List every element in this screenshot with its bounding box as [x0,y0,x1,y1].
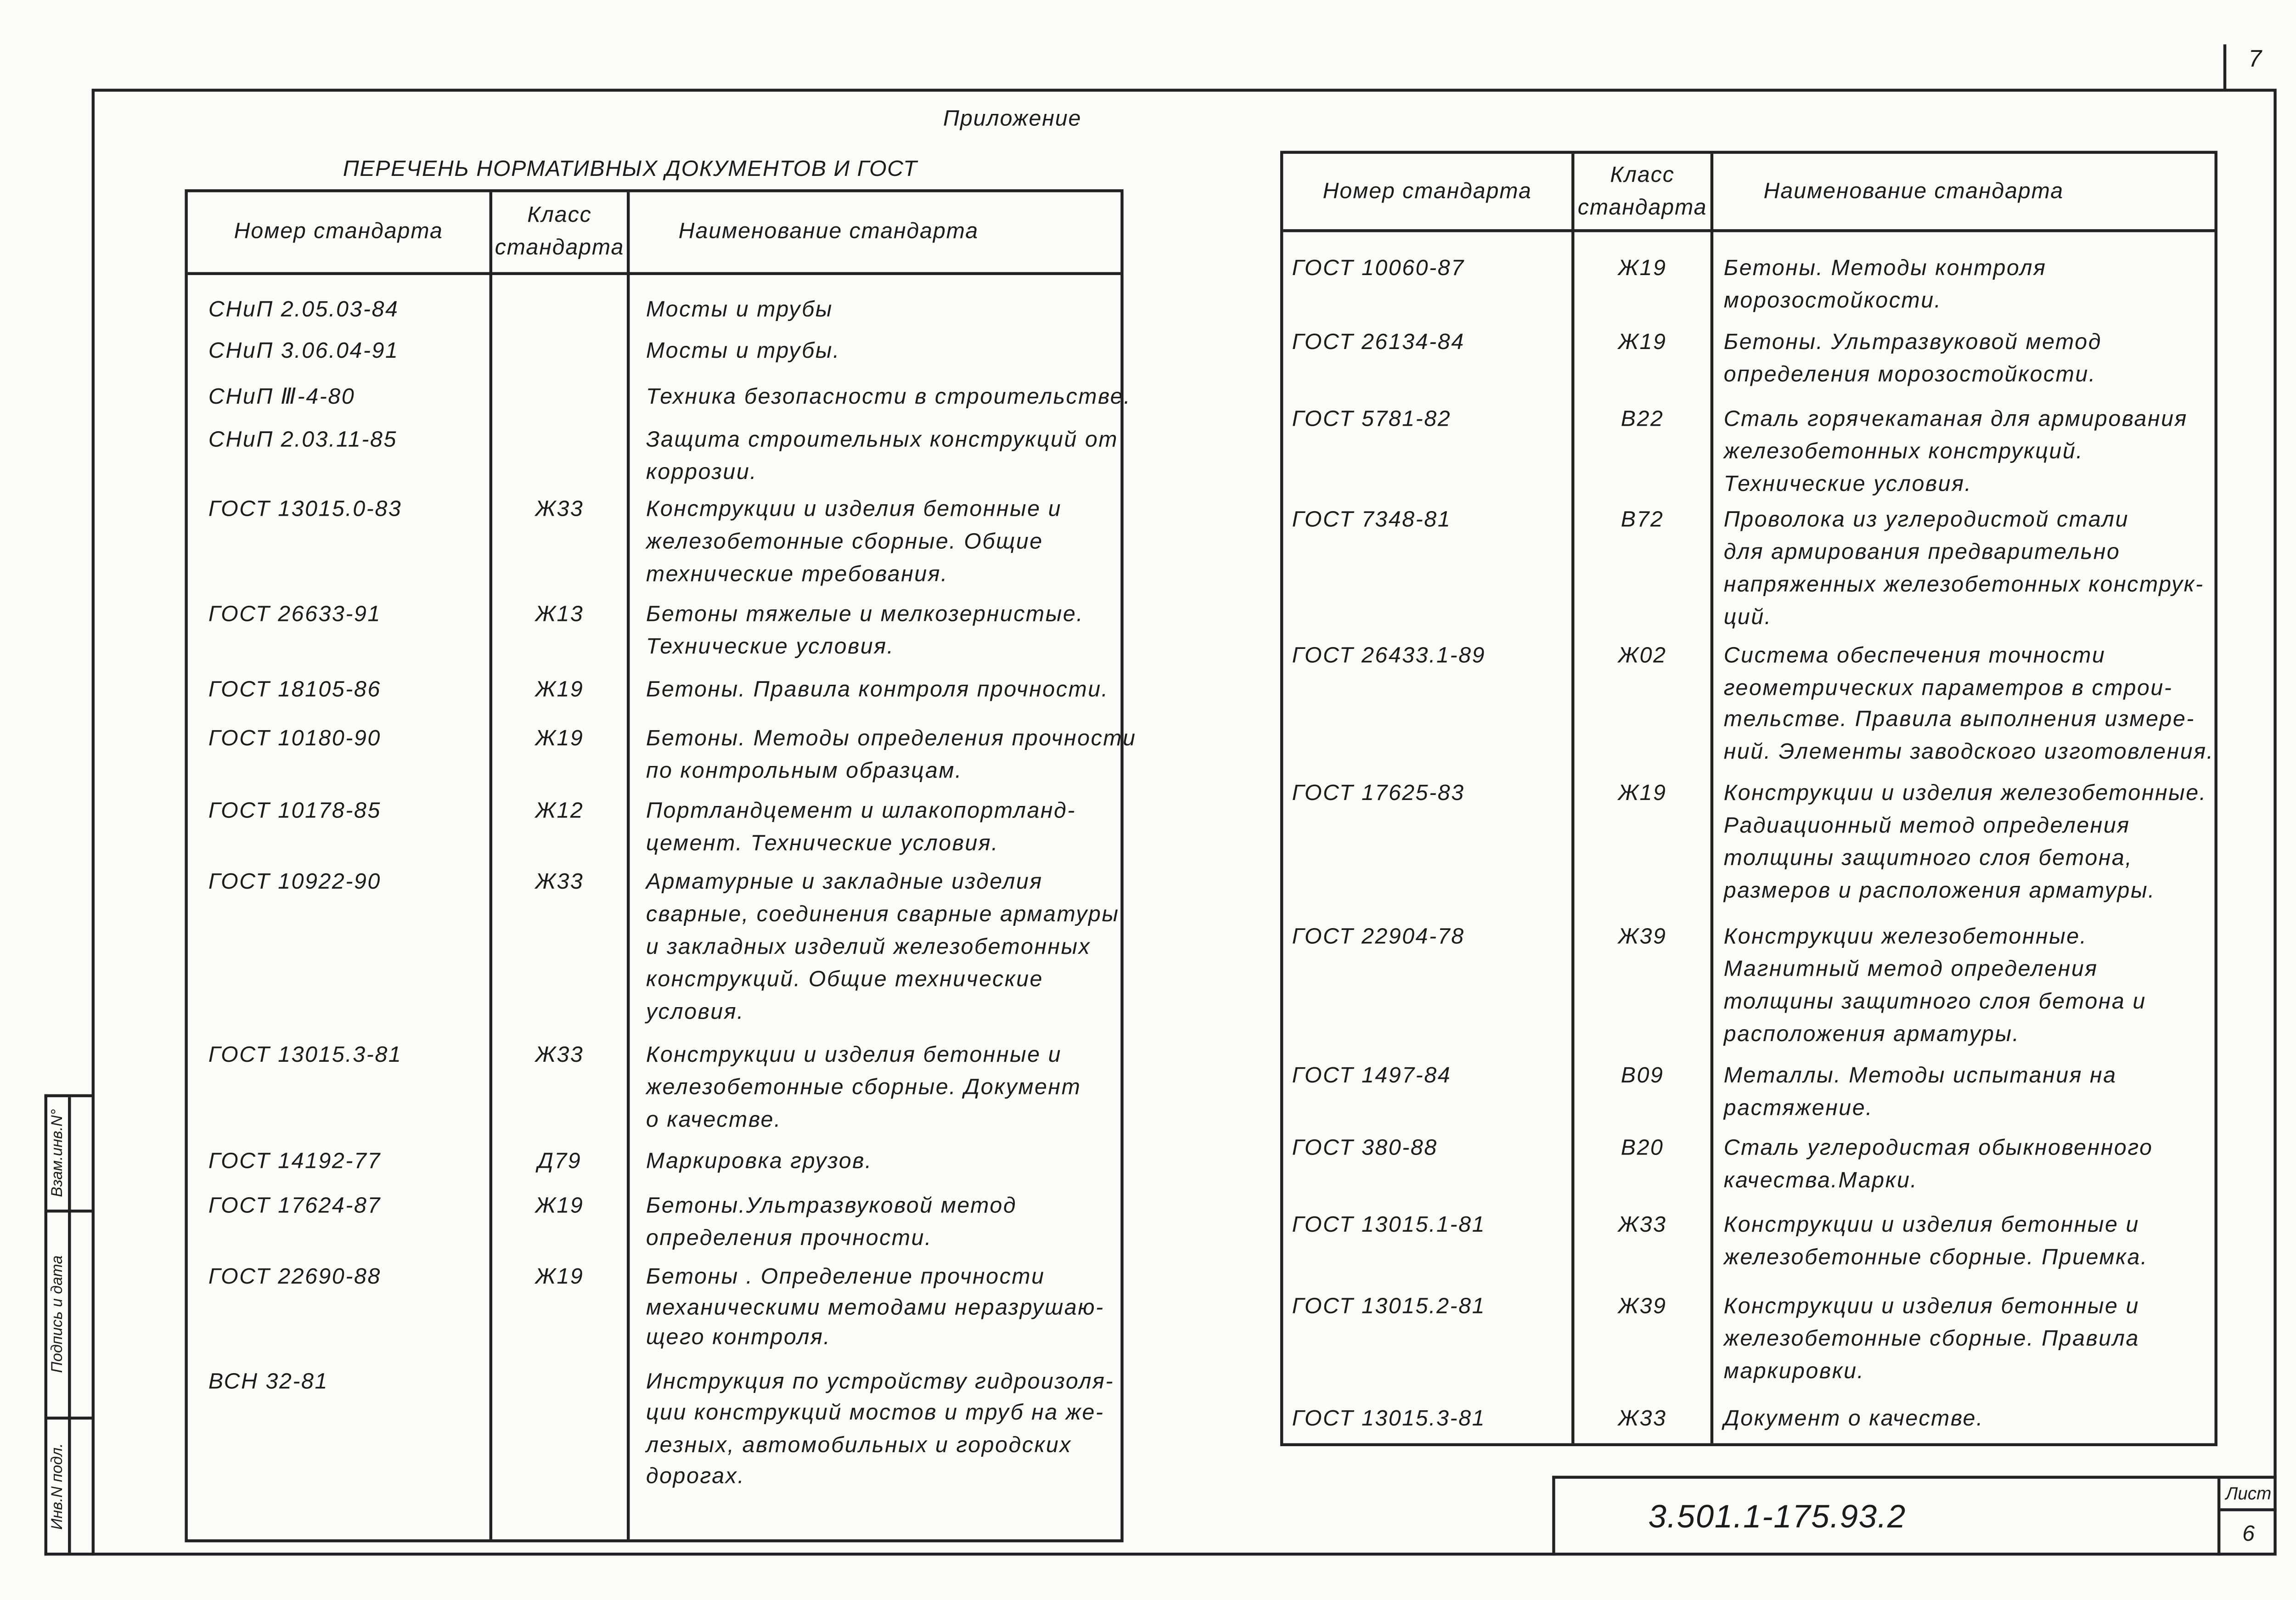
header-label: Класс [527,203,592,228]
standard-number: ГОСТ 380-88 [1292,1135,1438,1161]
standard-class: Ж19 [535,677,584,703]
original-inventory-label: Инв.N подл. [48,1442,66,1530]
standard-name-line: размеров и расположения арматуры. [1723,878,2156,904]
standard-class: Ж39 [1618,1294,1667,1319]
standard-name-line: железобетонных конструкций. [1723,439,2084,465]
header-standard-name: Наименование стандарта [678,219,979,244]
standards-table-left [185,189,1137,1542]
standard-number: ГОСТ 13015.3-81 [208,1042,402,1068]
standard-name-line: и закладных изделий железобетонных [646,934,1091,960]
standard-name-line: условия. [646,999,745,1025]
standard-name-line: качества.Марки. [1723,1168,1918,1194]
standard-name-line: сварные, соединения сварные арматуры [646,902,1120,927]
standard-name-line: Проволока из углеродистой стали [1723,507,2129,533]
standard-name-line: Бетоны тяжелые и мелкозернистые. [646,602,1084,627]
standard-row [188,336,1120,368]
standard-name-line: ций. [1723,604,1772,630]
standard-row [1283,1291,2214,1389]
standard-name-line: Магнитный метод определения [1723,957,2098,982]
list-title: ПЕРЕЧЕНЬ НОРМАТИВНЫХ ДОКУМЕНТОВ И ГОСТ [343,157,918,182]
standard-number: СНиП 2.05.03-84 [208,297,399,322]
standard-name-line: Защита строительных конструкций от [646,427,1119,453]
standard-class: Ж33 [1618,1406,1667,1431]
standard-name-line: дорогах. [646,1464,745,1489]
standard-number: ГОСТ 5781-82 [1292,406,1452,432]
standard-name-line: железобетонные сборные. Общие [646,529,1043,555]
side-approval-strip [45,1094,93,1556]
standard-class: Ж33 [1618,1212,1667,1238]
standard-number: ГОСТ 13015.3-81 [1292,1406,1486,1431]
standard-row [188,1040,1120,1138]
standard-class: Ж12 [535,798,584,824]
standard-name-line: Конструкции железобетонные. [1723,924,2088,950]
standard-number: ГОСТ 10060-87 [1292,256,1465,281]
standard-row [1283,1210,2214,1275]
standard-row [1283,1060,2214,1126]
standard-name-line: Маркировка грузов. [646,1149,872,1174]
standard-row [188,599,1120,664]
standard-number: ГОСТ 26134-84 [1292,330,1465,355]
standard-name-line: Бетоны.Ультразвуковой метод [646,1193,1017,1219]
standard-class: В20 [1621,1135,1664,1161]
standard-name-line: Мосты и трубы. [646,338,840,364]
standard-row [1283,1132,2214,1198]
table-body [188,192,1137,1539]
standard-name-line: Конструкции и изделия бетонные и [646,496,1062,522]
page-number: 7 [2248,47,2262,73]
standard-name-line: Портландцемент и шлакопортланд- [646,798,1076,824]
standard-class: В22 [1621,406,1664,432]
standard-name-line: Система обеспечения точности [1723,643,2106,669]
standard-name-line: железобетонные сборные. Документ [646,1075,1081,1100]
standard-name-line: коррозии. [646,460,758,485]
standard-number: ГОСТ 7348-81 [1292,507,1452,533]
standard-name-line: морозостойкости. [1723,288,1942,314]
standard-name-line: Сталь углеродистая обыкновенного [1723,1135,2153,1161]
standard-name-line: Металлы. Методы испытания на [1723,1063,2117,1088]
standard-number: ГОСТ 26633-91 [208,602,381,627]
standard-row [1283,404,2214,501]
standard-row [188,723,1137,789]
sheet-number: 6 [2242,1521,2255,1546]
standard-row [1283,253,2214,318]
standard-class: Д79 [537,1149,582,1174]
standard-name-line: железобетонные сборные. Приемка. [1723,1245,2148,1270]
standard-number: СНиП Ⅲ-4-80 [208,384,355,410]
standard-name-line: напряженных железобетонных конструк- [1723,572,2204,597]
standard-number: ГОСТ 13015.0-83 [208,496,402,522]
standard-name-line: Арматурные и закладные изделия [646,869,1043,895]
standard-name-line: для армирования предварительно [1723,540,2121,565]
standard-name-line: механическими методами неразрушаю- [646,1295,1104,1320]
standard-number: ГОСТ 13015.1-81 [1292,1212,1486,1238]
standard-number: ГОСТ 13015.2-81 [1292,1294,1486,1319]
standard-name-line: Техника безопасности в строительстве. [646,384,1131,410]
table-body [1283,154,2214,1443]
header-label: Номер стандарта [1322,178,1532,203]
standard-row [1283,327,2214,392]
standard-name-line: Радиационный метод определения [1723,813,2130,839]
standard-name-line: геометрических параметров в строи- [1723,675,2173,701]
standard-name-line: о качестве. [646,1107,782,1133]
standard-row [188,382,1131,414]
standard-class: Ж19 [1618,781,1667,806]
standard-row [188,494,1120,592]
standard-class: Ж19 [1618,330,1667,355]
standard-name-line: определения морозостойкости. [1723,362,2096,388]
original-inventory-cell [47,1420,68,1553]
standard-name-line: Инструкция по устройству гидроизоля- [646,1369,1114,1395]
standard-name-line: Технические условия. [1723,472,1972,497]
standard-name-line: Документ о качестве. [1723,1406,1984,1431]
standard-number: ГОСТ 1497-84 [1292,1063,1452,1088]
standard-name-line: щего контроля. [646,1325,831,1350]
standard-number: ГОСТ 10178-85 [208,798,381,824]
standards-table-right [1280,151,2217,1446]
standard-name-line: ний. Элементы заводского изготовления. [1723,739,2214,765]
standard-row [188,1146,1120,1178]
standard-name-line: Бетоны. Методы определения прочности [646,726,1137,751]
appendix-label: Приложение [943,106,1082,132]
standard-name-line: толщины защитного слоя бетона и [1723,989,2146,1014]
header-label: стандарта [1577,194,1707,220]
standard-class: Ж33 [535,1042,584,1068]
header-label: стандарта [495,235,625,260]
standard-class: Ж19 [535,726,584,751]
standard-number: ГОСТ 22690-88 [208,1264,381,1290]
stamp-block [1552,1476,2276,1555]
standard-number: ВСН 32-81 [208,1369,328,1395]
standard-number: ГОСТ 10922-90 [208,869,381,895]
standard-name-line: по контрольным образцам. [646,758,962,784]
header-standard-name: Наименование стандарта [1763,179,2064,204]
standard-number: ГОСТ 26433.1-89 [1292,643,1486,669]
standard-name-line: Сталь горячекатаная для армирования [1723,406,2188,432]
standard-row [1283,504,2214,634]
standard-name-line: Конструкции и изделия железобетонные. [1723,781,2207,806]
standard-number: ГОСТ 17625-83 [1292,781,1465,806]
sheet-label: Лист [2225,1483,2272,1504]
standard-name-line: цемент. Технические условия. [646,831,999,856]
standard-number: СНиП 3.06.04-91 [208,338,399,364]
document-code: 3.501.1-175.93.2 [1648,1498,1906,1535]
standard-name-line: Конструкции и изделия бетонные и [646,1042,1062,1068]
standard-name-line: растяжение. [1723,1095,1874,1121]
replaced-inventory-label: Взам.инв.N° [48,1109,66,1198]
standard-name-line: технические требования. [646,562,949,587]
standard-class: В09 [1621,1063,1664,1088]
standard-class: Ж19 [1618,256,1667,281]
standard-row [188,795,1120,861]
replaced-inventory-cell [47,1097,68,1210]
signature-date-label: Подпись и дата [48,1256,66,1374]
standard-name-line: Бетоны. Методы контроля [1723,256,2047,281]
standard-row [188,424,1120,490]
standard-class: Ж02 [1618,643,1667,669]
standard-row [188,674,1120,707]
standard-class: В72 [1621,507,1664,533]
standard-class: Ж13 [535,602,584,627]
standard-name-line: Бетоны. Правила контроля прочности. [646,677,1109,703]
standard-row [1283,1403,2214,1436]
standard-class: Ж33 [535,496,584,522]
standard-name-line: расположения арматуры. [1723,1021,2020,1047]
standard-row [1283,640,2214,768]
frame-corner-tick [2223,45,2226,90]
standard-class: Ж19 [535,1264,584,1290]
standard-name-line: определения прочности. [646,1226,932,1251]
standard-name-line: Мосты и трубы [646,297,833,322]
standard-name-line: конструкций. Общие технические [646,967,1043,992]
standard-number: СНиП 2.03.11-85 [208,427,397,453]
standard-row [1283,778,2214,908]
standard-number: ГОСТ 18105-86 [208,677,381,703]
standard-name-line: Конструкции и изделия бетонные и [1723,1212,2139,1238]
standard-row [188,1366,1120,1492]
standard-row [188,1190,1120,1256]
signature-date-cell [47,1212,68,1416]
standard-name-line: маркировки. [1723,1359,1865,1384]
standard-name-line: толщины защитного слоя бетона, [1723,845,2133,871]
header-label: Класс [1610,162,1675,187]
standard-name-line: лезных, автомобильных и городских [646,1432,1072,1458]
standard-class: Ж39 [1618,924,1667,950]
standard-number: ГОСТ 10180-90 [208,726,381,751]
standard-name-line: Бетоны . Определение прочности [646,1264,1045,1290]
standard-name-line: Технические условия. [646,634,895,660]
standard-row [188,294,1120,327]
standard-row [1283,921,2214,1051]
standard-number: ГОСТ 22904-78 [1292,924,1465,950]
standard-name-line: железобетонные сборные. Правила [1723,1326,2139,1352]
standard-number: ГОСТ 14192-77 [208,1149,381,1174]
strip-divider [68,1097,71,1553]
standard-class: Ж19 [535,1193,584,1219]
standard-name-line: Конструкции и изделия бетонные и [1723,1294,2139,1319]
standard-row [188,1262,1120,1352]
standard-name-line: Бетоны. Ультразвуковой метод [1723,330,2102,355]
standard-class: Ж33 [535,869,584,895]
standard-name-line: тельстве. Правила выполнения измере- [1723,707,2195,733]
header-label: Номер стандарта [234,219,443,244]
standard-row [188,867,1120,1029]
standard-name-line: ции конструкций мостов и труб на же- [646,1401,1104,1426]
standard-number: ГОСТ 17624-87 [208,1193,381,1219]
